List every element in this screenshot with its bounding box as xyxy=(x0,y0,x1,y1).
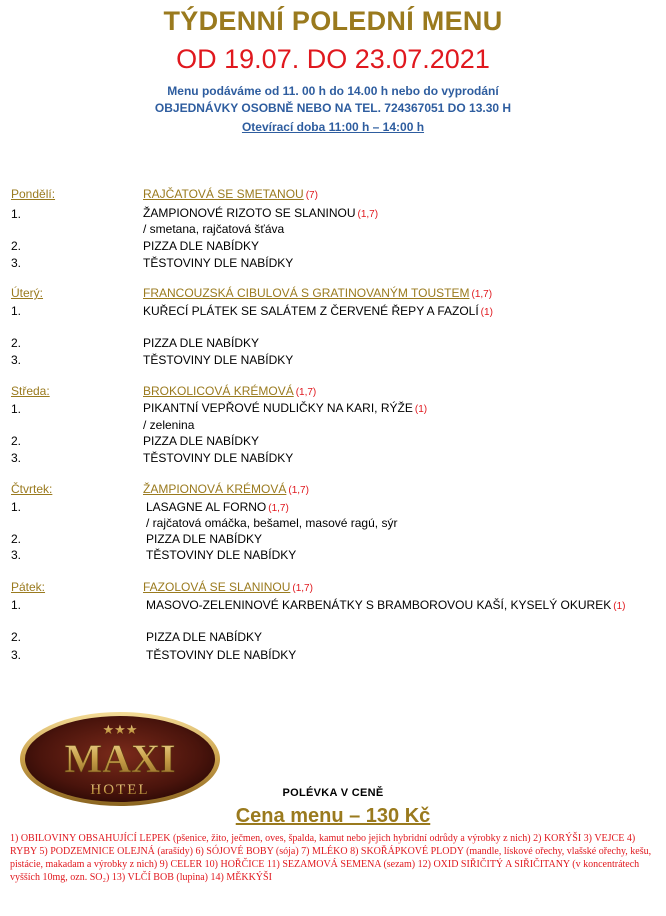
dish-allergens: (1) xyxy=(414,404,428,415)
dish-thursday-1: LASAGNE AL FORNO (1,7) xyxy=(146,500,289,514)
dish-friday-3: TĚSTOVINY DLE NABÍDKY xyxy=(146,648,297,662)
dish-friday-2: PIZZA DLE NABÍDKY xyxy=(146,630,263,644)
item-number: 3. xyxy=(11,353,22,367)
dish-wednesday-2: PIZZA DLE NABÍDKY xyxy=(143,434,260,448)
soup-thursday: ŽAMPIONOVÁ KRÉMOVÁ (1,7) xyxy=(143,482,309,496)
item-number: 2. xyxy=(11,532,22,546)
item-number: 1. xyxy=(11,598,22,612)
soup-allergens: (1,7) xyxy=(471,289,493,300)
item-number: 3. xyxy=(11,256,22,270)
soup-wednesday: BROKOLICOVÁ KRÉMOVÁ (1,7) xyxy=(143,384,317,398)
dish-side-monday-1: / smetana, rajčatová šťáva xyxy=(143,222,285,236)
dish-allergens: (1) xyxy=(613,601,626,612)
item-number: 1. xyxy=(11,500,22,514)
serving-hours: Menu podáváme od 11. 00 h do 14.00 h nebo do vyprodání xyxy=(167,84,499,98)
day-label-friday: Pátek: xyxy=(11,580,46,594)
dish-tuesday-2: PIZZA DLE NABÍDKY xyxy=(143,336,260,350)
item-number: 1. xyxy=(11,207,22,221)
dish-friday-1: MASOVO-ZELENINOVÉ KARBENÁTKY S BRAMBOROVOU KAŠÍ, KYSELÝ OKUREK (1) xyxy=(146,598,626,612)
item-number: 3. xyxy=(11,648,22,662)
logo-sub: HOTEL xyxy=(90,782,150,798)
item-number: 1. xyxy=(11,402,22,416)
soup-allergens: (7) xyxy=(305,190,318,201)
dish-thursday-3: TĚSTOVINY DLE NABÍDKY xyxy=(146,548,297,562)
menu-title: TÝDENNÍ POLEDNÍ MENU xyxy=(163,6,503,36)
soup-friday: FAZOLOVÁ SE SLANINOU (1,7) xyxy=(143,580,313,594)
dish-side-wednesday-1: / zelenina xyxy=(143,418,195,432)
allergen-legend: 1) OBILOVINY OBSAHUJÍCÍ LEPEK (pšenice, žito, ječmen, oves, špalda, kamut nebo jejich hybridní odrůdy a výrobky z nich) 2) KORÝŠI 3) VEJCE 4) RYBY 5) PODZEMNICE OLEJNÁ (arašídy) 6) SÓJOVÉ BOBY (sója) 7) MLÉKO 8) SKOŘÁPKOVÉ PLODY (mandle, lískové ořechy, vlašské ořechy, kešu, pistácie, makadam a výrobky z nich) 9) CELER 10) HOŘČICE 11) SEZAMOVÁ SEMENA (sezam) 12) OXID SIŘIČITÝ A SIŘIČITANY (v koncentrátech vyšších 10mg, ozn. SO₂) 13) VLČÍ BOB (lupina) 14) MĚKKÝŠI xyxy=(10,833,652,883)
day-label-thursday: Čtvrtek: xyxy=(11,482,53,496)
item-number: 2. xyxy=(11,336,22,350)
order-info: OBJEDNÁVKY OSOBNĚ NEBO NA TEL. 724367051 DO 13.30 H xyxy=(154,101,512,115)
item-number: 2. xyxy=(11,630,22,644)
opening-hours: Otevírací doba 11:00 h – 14:00 h xyxy=(241,120,425,134)
day-label-monday: Pondělí: xyxy=(11,187,56,201)
dish-tuesday-3: TĚSTOVINY DLE NABÍDKY xyxy=(143,353,294,367)
soup-allergens: (1,7) xyxy=(288,485,309,496)
item-number: 3. xyxy=(11,548,22,562)
day-label-wednesday: Středa: xyxy=(11,384,50,398)
menu-dates: OD 19.07. DO 23.07.2021 xyxy=(176,44,490,74)
dish-monday-3: TĚSTOVINY DLE NABÍDKY xyxy=(143,256,294,270)
dish-wednesday-3: TĚSTOVINY DLE NABÍDKY xyxy=(143,451,294,465)
dish-side-thursday-1: / rajčatová omáčka, bešamel, masové ragú, sýr xyxy=(146,516,398,530)
dish-wednesday-1: PIKANTNÍ VEPŘOVÉ NUDLIČKY NA KARI, RÝŽE (1) xyxy=(143,401,428,415)
dish-allergens: (1,7) xyxy=(268,503,289,514)
item-number: 2. xyxy=(11,239,22,253)
soup-monday: RAJČATOVÁ SE SMETANOU (7) xyxy=(143,187,318,201)
soup-allergens: (1,7) xyxy=(295,387,317,398)
dish-allergens: (1,7) xyxy=(357,209,379,220)
logo-stars: ★★★ xyxy=(102,723,138,738)
menu-price: Cena menu – 130 Kč xyxy=(235,805,431,827)
dish-monday-2: PIZZA DLE NABÍDKY xyxy=(143,239,260,253)
item-number: 2. xyxy=(11,434,22,448)
soup-included-note: POLÉVKA V CENĚ xyxy=(282,787,384,799)
dish-tuesday-1: KUŘECÍ PLÁTEK SE SALÁTEM Z ČERVENÉ ŘEPY A FAZOLÍ (1) xyxy=(143,304,493,318)
logo-brand: MAXI xyxy=(64,736,176,781)
item-number: 1. xyxy=(11,304,22,318)
dish-monday-1: ŽAMPIONOVÉ RIZOTO SE SLANINOU (1,7) xyxy=(143,206,379,220)
item-number: 3. xyxy=(11,451,22,465)
soup-allergens: (1,7) xyxy=(292,583,313,594)
soup-tuesday: FRANCOUZSKÁ CIBULOVÁ S GRATINOVANÝM TOUSTEM (1,7) xyxy=(143,286,493,300)
dish-thursday-2: PIZZA DLE NABÍDKY xyxy=(146,532,263,546)
dish-allergens: (1) xyxy=(480,307,493,318)
day-label-tuesday: Úterý: xyxy=(11,286,44,300)
